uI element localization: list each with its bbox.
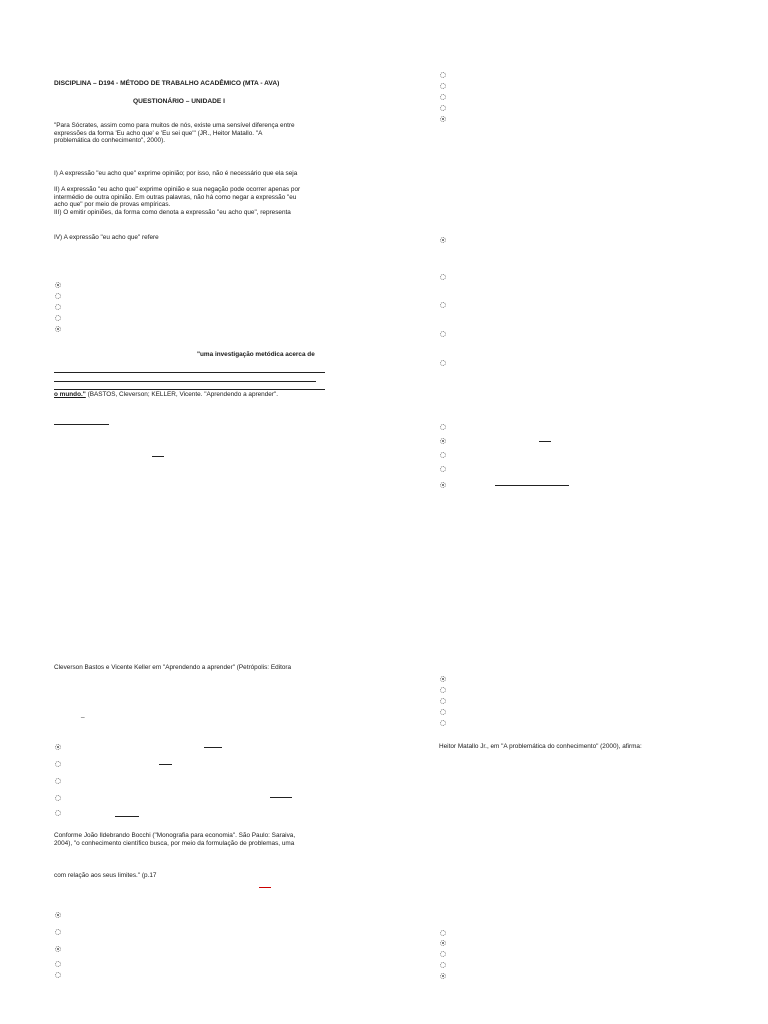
q3-option-d-blank <box>270 797 292 798</box>
q2-citation: (BASTOS, Cleverson; KELLER, Vicente. "Aprendendo a aprender". <box>85 391 279 398</box>
r4-option-a-radio[interactable] <box>440 676 446 682</box>
q2-quote-end <box>54 391 278 399</box>
q4-option-a-radio[interactable] <box>55 912 61 918</box>
q3-option-b-radio[interactable] <box>55 761 61 767</box>
q2-blank-line-1 <box>54 372 325 373</box>
r5-option-c-radio[interactable] <box>440 951 446 957</box>
r5-option-e-radio[interactable] <box>440 973 446 979</box>
q4-red-underline <box>259 887 271 888</box>
q5-intro: Heitor Matallo Jr., em "A problemática do conhecimento" (2000), afirma: <box>439 743 642 750</box>
q1-quote-line-2: expressões da forma 'Eu acho que' e 'Eu sei que'" (JR., Heitor Matallo. "A <box>54 129 263 137</box>
q1-option-d-radio[interactable] <box>55 315 61 321</box>
q3-dash: _ <box>81 711 85 718</box>
q3-option-a-blank <box>204 747 222 748</box>
q3-option-d-radio[interactable] <box>55 795 61 801</box>
q2-quote-end-text: o mundo." <box>54 391 86 398</box>
q1-option-e-radio[interactable] <box>55 326 61 332</box>
document-title: DISCIPLINA – D194 - MÉTODO DE TRABALHO ACADÊMICO (MTA - AVA) <box>54 80 280 87</box>
q4-option-c-radio[interactable] <box>55 946 61 952</box>
r4-option-d-radio[interactable] <box>440 709 446 715</box>
r5-option-d-radio[interactable] <box>440 962 446 968</box>
r4-option-b-radio[interactable] <box>440 687 446 693</box>
q3-option-e-radio[interactable] <box>55 810 61 816</box>
r3-option-e-radio[interactable] <box>440 482 446 488</box>
q2-short-underline <box>54 424 109 425</box>
q1-option-b-radio[interactable] <box>55 293 61 299</box>
q4-option-b-radio[interactable] <box>55 929 61 935</box>
q1-option-c-radio[interactable] <box>55 304 61 310</box>
r5-option-a-radio[interactable] <box>440 930 446 936</box>
r3-option-b-radio[interactable] <box>440 438 446 444</box>
q2-blank-line-2 <box>54 381 316 382</box>
q1-option-a-radio[interactable] <box>55 282 61 288</box>
r4-option-c-radio[interactable] <box>440 698 446 704</box>
r4-option-e-radio[interactable] <box>440 720 446 726</box>
r1-option-b-radio[interactable] <box>440 83 446 89</box>
q3-option-e-blank <box>115 816 139 817</box>
r5-option-b-radio[interactable] <box>440 940 446 946</box>
r3-option-d-radio[interactable] <box>440 466 446 472</box>
r3-option-c-radio[interactable] <box>440 452 446 458</box>
q1-item-iii: III) O emitir opiniões, da forma como denota a expressão "eu acho que", representa <box>54 209 291 216</box>
r3-option-a-radio[interactable] <box>440 424 446 430</box>
q3-option-c-radio[interactable] <box>55 778 61 784</box>
q1-item-ii-line-3: acho que" por meio de provas empíricas. <box>54 201 171 208</box>
r3-option-e-blank <box>495 485 569 486</box>
q1-item-i: I) A expressão "eu acho que" exprime opinião; por isso, não é necessário que ela seja <box>54 170 298 177</box>
r2-option-e-radio[interactable] <box>440 360 446 366</box>
r1-option-c-radio[interactable] <box>440 94 446 100</box>
q4-option-e-radio[interactable] <box>55 972 61 978</box>
r2-option-b-radio[interactable] <box>440 274 446 280</box>
q2-quote-bold: "uma investigação metódica acerca de <box>197 351 315 358</box>
q1-item-iv: IV) A expressão "eu acho que" refere <box>54 234 159 241</box>
document-subtitle: QUESTIONÁRIO – UNIDADE I <box>133 98 225 105</box>
q1-quote-line-1: "Para Sócrates, assim como para muitos de nós, existe uma sensível diferença entre <box>54 122 295 129</box>
r2-option-d-radio[interactable] <box>440 331 446 337</box>
q1-item-ii-line-1: II) A expressão "eu acho que" exprime opinião e sua negação pode ocorrer apenas por <box>54 186 301 193</box>
r3-option-b-blank <box>539 441 551 442</box>
q4-option-d-radio[interactable] <box>55 961 61 967</box>
r1-option-a-radio[interactable] <box>440 72 446 78</box>
q3-option-b-blank <box>159 764 172 765</box>
q3-intro: Cleverson Bastos e Vicente Keller em "Aprendendo a aprender" (Petrópolis: Editora <box>54 664 292 671</box>
r2-option-c-radio[interactable] <box>440 302 446 308</box>
q4-intro-line-2: 2004), "o conhecimento científico busca, por meio da formulação de problemas, uma <box>54 840 295 847</box>
q2-blank-line-3 <box>54 389 325 390</box>
q1-quote-line-3: problemática do conhecimento", 2000). <box>54 137 165 144</box>
q3-option-a-radio[interactable] <box>55 744 61 750</box>
r1-option-e-radio[interactable] <box>440 116 446 122</box>
q2-tiny-underline <box>152 456 164 457</box>
r1-option-d-radio[interactable] <box>440 105 446 111</box>
r2-option-a-radio[interactable] <box>440 237 446 243</box>
q4-intro-line-1: Conforme João Ildebrando Bocchi ("Monografia para economia". São Paulo: Saraiva, <box>54 832 296 839</box>
q1-item-ii-line-2: intermédio de outra opinião. Em outras palavras, não há como negar a expressão "eu <box>54 193 297 201</box>
q4-intro-line-3: com relação aos seus limites." (p.17 <box>54 872 157 879</box>
